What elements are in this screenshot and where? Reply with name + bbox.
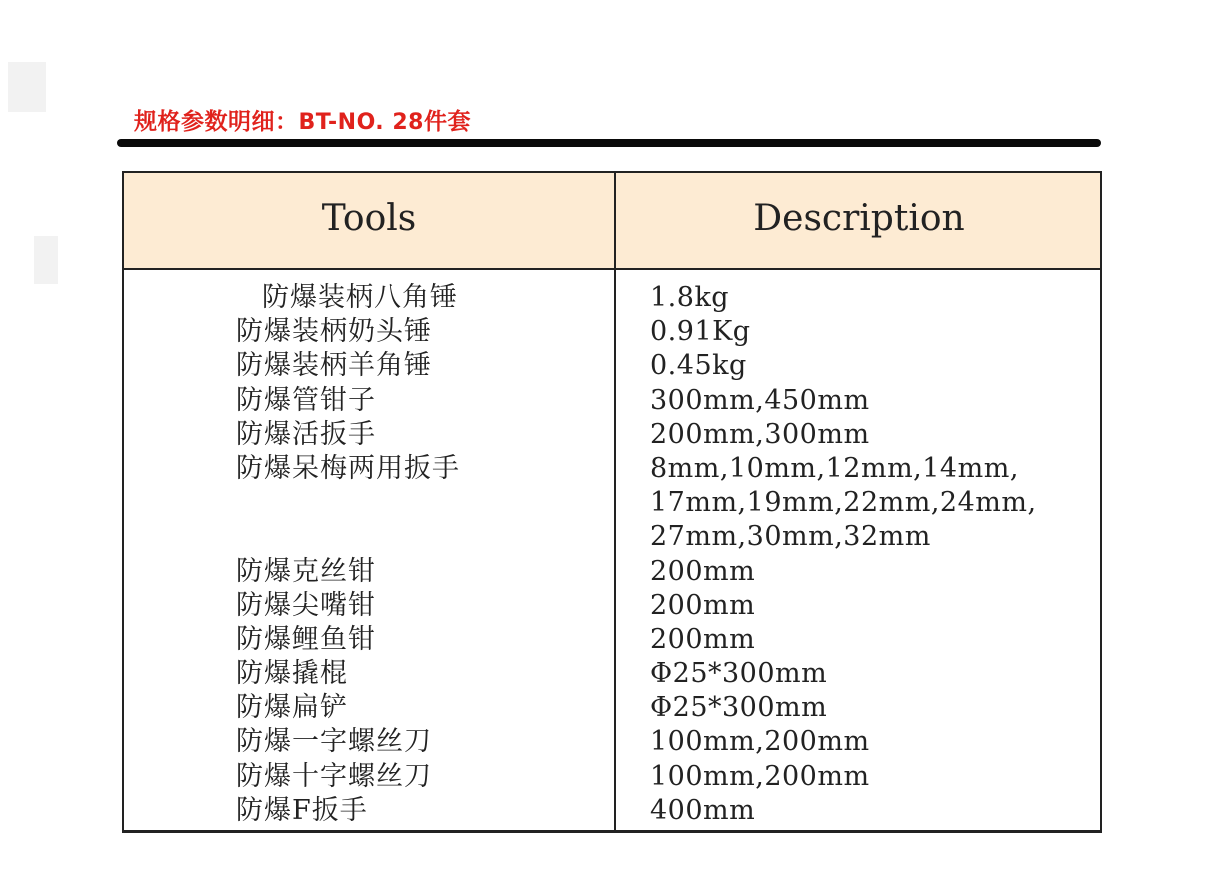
- tool-description: 8mm,10mm,12mm,14mm, 17mm,19mm,22mm,24mm, 27mm,30mm,32mm: [650, 452, 1037, 552]
- spec-table: [122, 171, 1102, 833]
- tool-description: 400mm: [650, 794, 756, 826]
- tool-name: 防爆撬棍: [236, 658, 348, 690]
- tool-name: 防爆一字螺丝刀: [236, 726, 432, 758]
- title-model: BT-NO. 28: [298, 110, 424, 135]
- tool-name: 防爆装柄八角锤: [262, 282, 458, 313]
- tool-name: 防爆F扳手: [236, 794, 368, 826]
- tool-description: 100mm,200mm: [650, 760, 870, 792]
- tool-description: 100mm,200mm: [650, 726, 870, 758]
- tool-name: 防爆装柄奶头锤: [236, 316, 432, 348]
- title-label: 规格参数明细：: [134, 109, 299, 135]
- tool-name: 防爆装柄羊角锤: [236, 350, 432, 382]
- edge-artifact: [8, 62, 46, 112]
- tool-name: 防爆十字螺丝刀: [236, 760, 432, 792]
- column-divider: [614, 173, 616, 830]
- tool-description: 0.91Kg: [650, 316, 751, 348]
- tool-description: 200mm: [650, 555, 756, 587]
- page-title: [134, 104, 471, 140]
- tool-description: 300mm,450mm: [650, 384, 870, 416]
- description-column: [650, 281, 1102, 828]
- header-description: Description: [753, 198, 965, 239]
- tool-name: 防爆鲤鱼钳: [236, 623, 376, 655]
- edge-artifact: [34, 236, 58, 284]
- tools-column: [236, 281, 606, 828]
- title-suffix: 件套: [423, 109, 471, 135]
- tool-description: 1.8kg: [650, 282, 730, 313]
- tool-description: 200mm,300mm: [650, 418, 870, 450]
- tool-name: 防爆活扳手: [236, 418, 376, 450]
- tool-name: 防爆尖嘴钳: [236, 589, 376, 621]
- table-header: [124, 173, 1100, 270]
- tool-description: Φ25*300mm: [650, 658, 828, 690]
- tool-description: 0.45kg: [650, 350, 747, 382]
- title-underline: [117, 139, 1101, 147]
- tool-name: 防爆呆梅两用扳手: [236, 452, 460, 484]
- tool-description: 200mm: [650, 623, 756, 655]
- tool-name: 防爆克丝钳: [236, 555, 376, 587]
- header-tools: Tools: [321, 198, 417, 239]
- tool-description: 200mm: [650, 589, 756, 621]
- tool-name: 防爆扁铲: [236, 692, 348, 724]
- tool-name: 防爆管钳子: [236, 384, 376, 416]
- tool-description: Φ25*300mm: [650, 692, 828, 724]
